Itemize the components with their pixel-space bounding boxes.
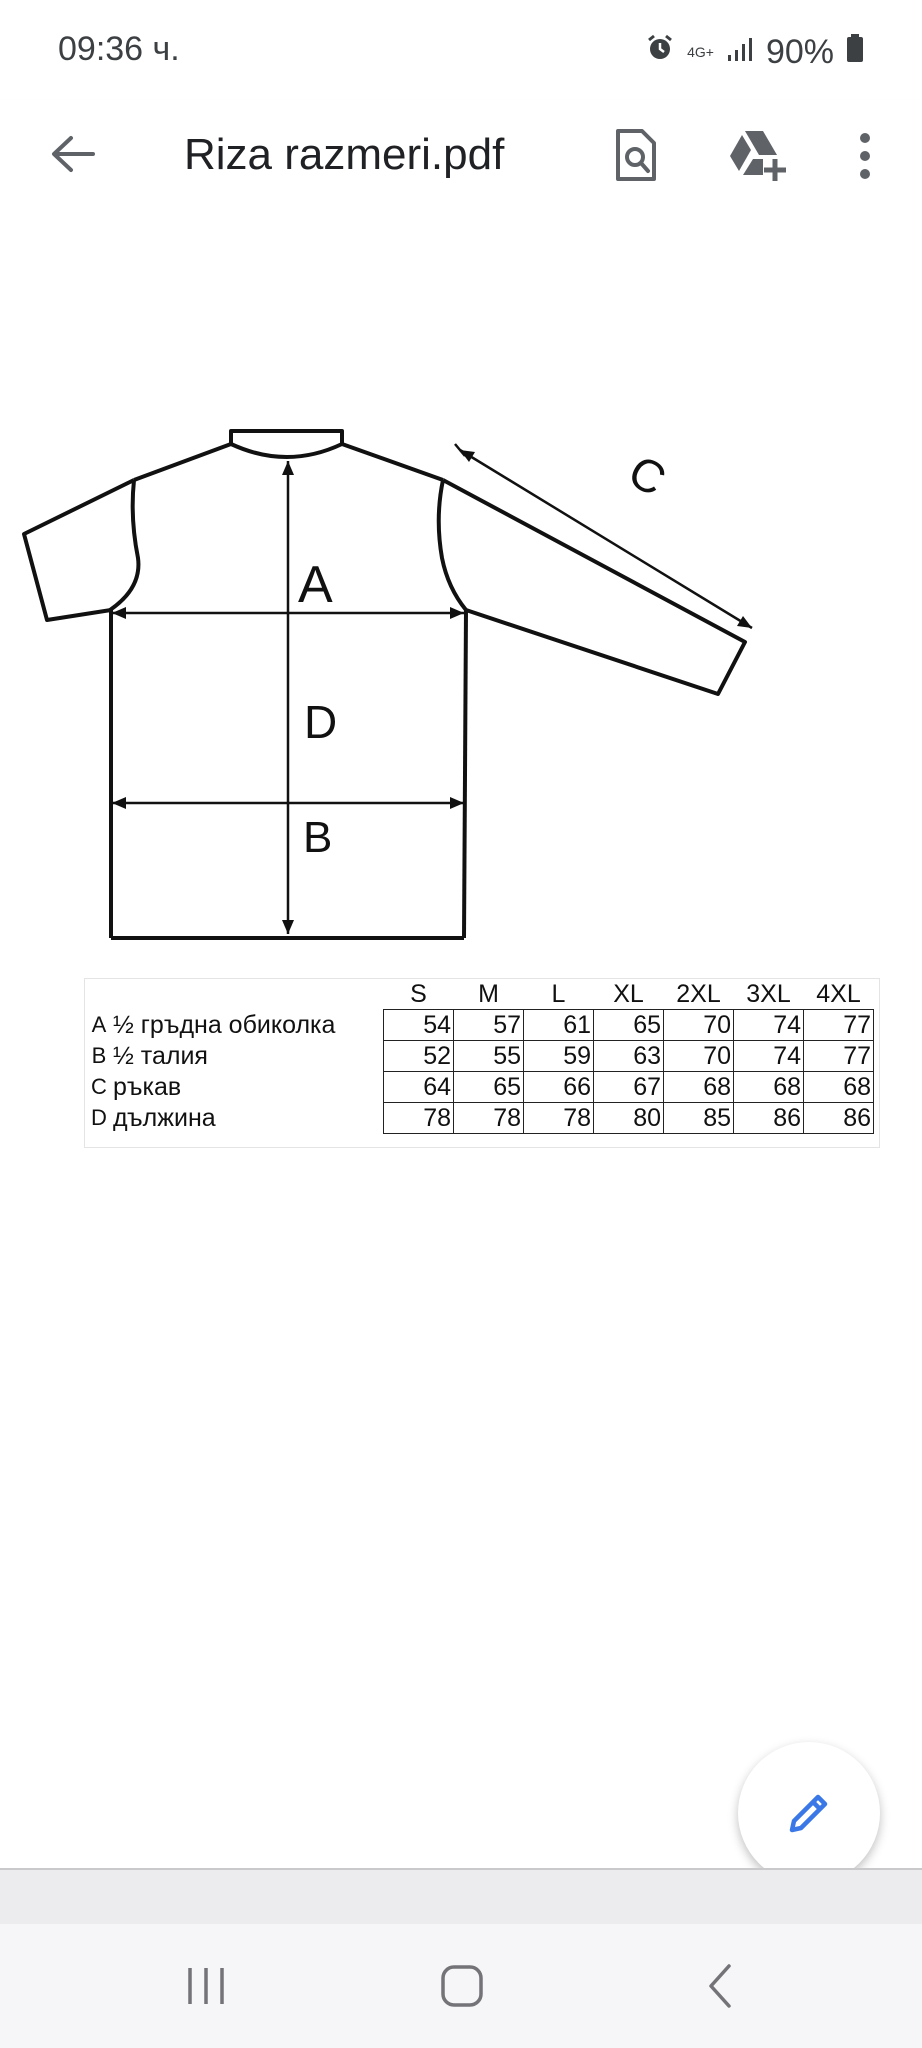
table-cell: 70 [664,1041,734,1072]
row-letter: A [91,1012,107,1037]
table-cell: 78 [524,1103,594,1134]
table-cell: 74 [734,1010,804,1041]
size-header: 3XL [746,979,791,1008]
row-letter: B [91,1043,107,1068]
drive-add-icon [725,129,787,183]
table-cell: 52 [384,1041,454,1072]
row-label: дължина [113,1103,216,1132]
recent-apps-icon [184,1966,228,2006]
table-row [85,1072,874,1103]
table-row [85,1041,874,1072]
battery-percent: 90% [765,32,834,71]
size-header: 4XL [816,979,861,1008]
document-search-icon [612,129,658,183]
table-cell: 55 [454,1041,524,1072]
signal-icon [726,33,754,72]
network-type: 4G+ [687,44,714,60]
table-header-row [85,979,874,1010]
app-bar [0,100,922,218]
more-vert-icon [857,132,873,180]
home-button[interactable] [422,1954,502,2018]
add-to-drive-button[interactable] [720,120,792,192]
size-table [84,978,880,1148]
row-label: ръкав [113,1072,182,1101]
pdf-page[interactable] [0,218,922,1868]
back-button[interactable] [40,122,104,186]
table-cell: 59 [524,1041,594,1072]
table-cell: 85 [664,1103,734,1134]
label-d: D [304,696,338,748]
document-title: Riza razmeri.pdf [184,130,505,179]
size-chart-table [85,979,874,1134]
edit-fab-button[interactable] [738,1742,880,1884]
home-icon [440,1964,484,2008]
table-cell: 77 [804,1010,874,1041]
battery-icon [846,33,864,72]
table-cell: 78 [384,1103,454,1134]
table-cell: 78 [454,1103,524,1134]
label-a: A [298,556,333,614]
status-time: 09:36 ч. [58,30,180,68]
more-options-button[interactable] [829,120,901,192]
table-cell: 86 [804,1103,874,1134]
table-cell: 65 [594,1010,664,1041]
bottom-strip [0,1868,922,1926]
alarm-icon [645,33,675,72]
shirt-diagram [0,218,922,958]
size-header: S [410,979,427,1008]
pencil-edit-icon [784,1788,834,1838]
label-c: C [619,444,675,507]
recent-apps-button[interactable] [166,1954,246,2018]
size-header: 2XL [676,979,721,1008]
table-cell: 68 [664,1072,734,1103]
find-in-document-button[interactable] [599,120,671,192]
table-cell: 74 [734,1041,804,1072]
table-cell: 65 [454,1072,524,1103]
navigation-bar [0,1924,922,2048]
table-cell: 63 [594,1041,664,1072]
row-label: ½ талия [113,1041,208,1070]
table-cell: 61 [524,1010,594,1041]
back-arrow-icon [49,134,95,174]
table-cell: 68 [734,1072,804,1103]
size-header: L [551,979,566,1008]
system-back-button[interactable] [680,1954,760,2018]
table-cell: 67 [594,1072,664,1103]
size-header: XL [613,979,644,1008]
table-cell: 54 [384,1010,454,1041]
size-header: M [478,979,499,1008]
label-b: B [303,813,333,862]
table-cell: 66 [524,1072,594,1103]
row-letter: C [91,1074,107,1099]
table-cell: 57 [454,1010,524,1041]
table-row [85,1010,874,1041]
back-icon [705,1963,735,2009]
table-cell: 70 [664,1010,734,1041]
row-letter: D [91,1105,107,1130]
table-cell: 80 [594,1103,664,1134]
table-row [85,1103,874,1134]
table-cell: 64 [384,1072,454,1103]
row-label: ½ гръдна обиколка [113,1010,336,1039]
table-cell: 77 [804,1041,874,1072]
status-icons [645,30,864,74]
status-bar [0,0,922,100]
table-cell: 86 [734,1103,804,1134]
table-cell: 68 [804,1072,874,1103]
